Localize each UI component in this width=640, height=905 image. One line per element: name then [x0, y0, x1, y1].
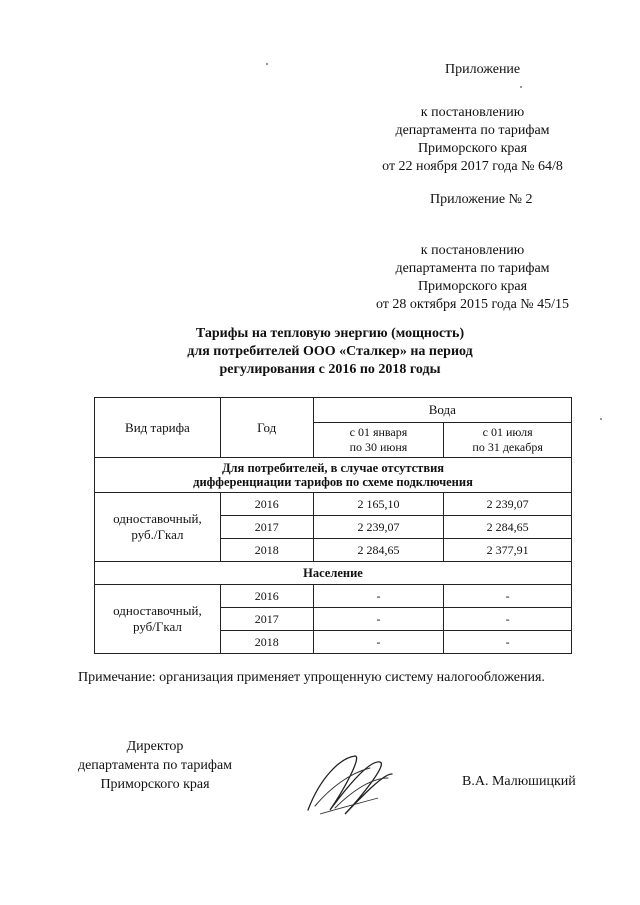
appendix-ref-line: от 22 ноября 2017 года № 64/8 — [382, 159, 563, 174]
table-row — [95, 493, 572, 516]
section2-title: Население — [95, 562, 572, 585]
document-title — [140, 325, 520, 379]
title-line: регулирования с 2016 по 2018 годы — [219, 362, 441, 377]
section1-title-line: Для потребителей, в случае отсутствия — [221, 461, 445, 475]
scan-speck — [266, 63, 268, 65]
position-line: Директор — [126, 739, 184, 754]
value-cell: 2 284,65 — [313, 539, 444, 562]
handwritten-signature — [300, 748, 410, 823]
value-cell: 2 377,91 — [444, 539, 572, 562]
title-line: для потребителей ООО «Сталкер» на период — [187, 344, 473, 359]
appendix-ref-line: Приморского края — [417, 141, 528, 156]
table-header-row — [95, 398, 572, 423]
year-cell: 2018 — [220, 631, 313, 654]
section1-title — [95, 458, 572, 493]
appendix2-title: Приложение № 2 — [430, 192, 533, 207]
position-line: департамента по тарифам — [77, 758, 233, 773]
appendix2-ref-line: от 28 октября 2015 года № 45/15 — [375, 297, 570, 312]
value-cell: - — [444, 585, 572, 608]
value-cell: 2 165,10 — [313, 493, 444, 516]
position-line: Приморского края — [100, 777, 210, 792]
appendix-ref-line: департамента по тарифам — [395, 123, 550, 138]
col-header-year: Год — [220, 398, 313, 458]
value-cell: - — [444, 608, 572, 631]
value-cell: 2 284,65 — [444, 516, 572, 539]
col-header-h2-line: с 01 июля — [482, 425, 533, 439]
section-header-row — [95, 458, 572, 493]
col-header-h1 — [313, 423, 444, 458]
tariff-type-line: руб./Гкал — [131, 527, 184, 542]
year-cell: 2018 — [220, 539, 313, 562]
appendix-ref — [360, 104, 585, 176]
appendix2-ref-line: департамента по тарифам — [395, 261, 550, 276]
col-header-h1-line: по 30 июня — [349, 440, 408, 454]
tariff-table — [94, 397, 572, 654]
signatory-name: В.А. Малюшицкий — [462, 774, 576, 789]
appendix2-ref-line: Приморского края — [417, 279, 528, 294]
tariff-type-line: одноставочный, — [113, 511, 202, 526]
appendix2-ref-line: к постановлению — [420, 243, 525, 258]
year-cell: 2017 — [220, 608, 313, 631]
value-cell: 2 239,07 — [444, 493, 572, 516]
scan-speck — [600, 418, 602, 420]
col-header-water: Вода — [313, 398, 571, 423]
value-cell: 2 239,07 — [313, 516, 444, 539]
section-header-row — [95, 562, 572, 585]
year-cell: 2016 — [220, 585, 313, 608]
tax-note: Примечание: организация применяет упрощенную систему налогообложения. — [78, 670, 545, 685]
appendix2-ref — [360, 242, 585, 314]
tariff-type-line: одноставочный, — [113, 603, 202, 618]
scan-speck — [520, 86, 522, 88]
col-header-h2 — [444, 423, 572, 458]
col-header-type: Вид тарифа — [95, 398, 221, 458]
value-cell: - — [444, 631, 572, 654]
col-header-h1-line: с 01 января — [349, 425, 408, 439]
year-cell: 2016 — [220, 493, 313, 516]
value-cell: - — [313, 585, 444, 608]
year-cell: 2017 — [220, 516, 313, 539]
table-row — [95, 585, 572, 608]
title-line: Тарифы на тепловую энергию (мощность) — [195, 326, 465, 341]
section1-title-line: дифференциации тарифов по схеме подключения — [193, 475, 473, 489]
signatory-position — [60, 737, 250, 794]
value-cell: - — [313, 631, 444, 654]
col-header-h2-line: по 31 декабря — [472, 440, 543, 454]
tariff-type-cell — [95, 493, 221, 562]
value-cell: - — [313, 608, 444, 631]
appendix-ref-line: к постановлению — [420, 105, 525, 120]
tariff-type-cell — [95, 585, 221, 654]
appendix-title: Приложение — [445, 62, 521, 77]
tariff-type-line: руб/Гкал — [132, 619, 182, 634]
